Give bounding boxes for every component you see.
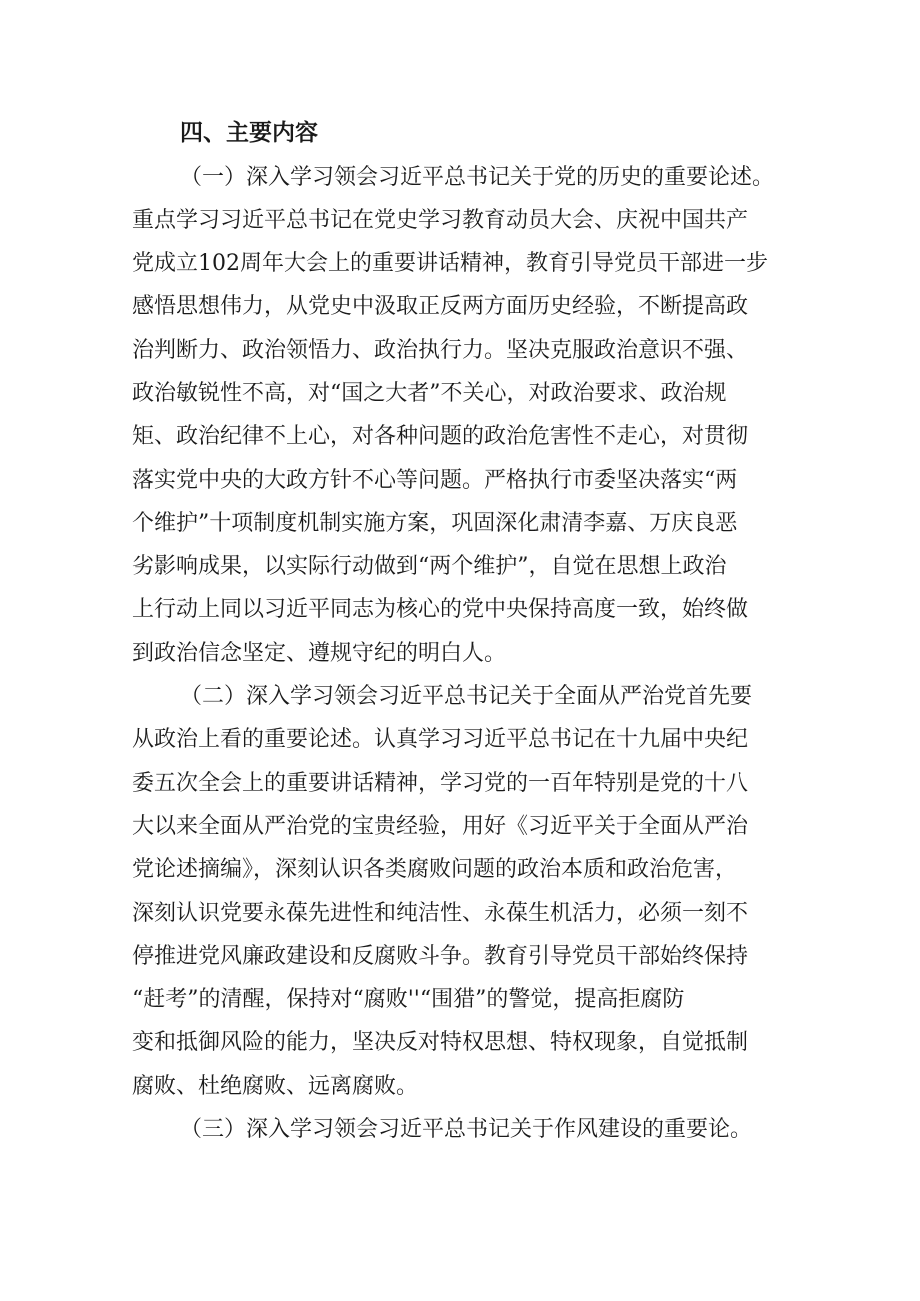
paragraph-2-line: 委五次全会上的重要讲话精神，学习党的一百年特别是党的十八: [132, 771, 749, 796]
paragraph-1-line: 感悟思想伟力，从党史中汲取正反两方面历史经验，不断提高政: [132, 294, 749, 319]
paragraph-1-line: 重点学习习近平总书记在党史学习教育动员大会、庆祝中国共产: [132, 208, 749, 233]
paragraph-2-line: 变和抵御风险的能力，坚决反对特权思想、特权现象，自觉抵制: [132, 1030, 749, 1055]
paragraph-1-line: 到政治信念坚定、遵规守纪的明白人。: [132, 641, 507, 666]
section-heading: 四、主要内容: [180, 120, 318, 146]
paragraph-2-line: 大以来全面从严治党的宝贵经验，用好《习近平关于全面从严治: [132, 814, 749, 839]
paragraph-2-line: 腐败、杜绝腐败、远离腐败。: [132, 1074, 419, 1099]
paragraph-1-line: 上行动上同以习近平同志为核心的党中央保持高度一致，始终做: [132, 597, 749, 622]
paragraph-1-line: 落实党中央的大政方针不心等问题。严格执行市委坚决落实“两: [132, 468, 738, 493]
paragraph-2-line: 深刻认识党要永葆先进性和纯洁性、永葆生机活力，必须一刻不: [132, 901, 749, 926]
paragraph-2-line: 党论述摘编》，深刻认识各类腐败问题的政治本质和政治危害，: [132, 857, 738, 882]
paragraph-2-line: （二）深入学习领会习近平总书记关于全面从严治党首先要: [180, 684, 753, 709]
paragraph-2-line: “赶考”的清醒，保持对“腐败''“围猎”的警觉，提高拒腐防: [132, 987, 685, 1012]
paragraph-1-line: 政治敏锐性不高，对“国之大者”不关心，对政治要求、政治规: [132, 381, 727, 406]
paragraph-1-line: 劣影响成果，以实际行动做到“两个维护”，自觉在思想上政治: [132, 554, 727, 579]
paragraph-1-line: （一）深入学习领会习近平总书记关于党的历史的重要论述。: [180, 165, 775, 190]
paragraph-3-line: （三）深入学习领会习近平总书记关于作风建设的重要论。: [180, 1117, 753, 1142]
paragraph-2-line: 从政治上看的重要论述。认真学习习近平总书记在十九届中央纪: [132, 727, 749, 752]
paragraph-1-line: 治判断力、政治领悟力、政治执行力。坚决克服政治意识不强、: [132, 338, 749, 363]
paragraph-1-line: 矩、政治纪律不上心，对各种问题的政治危害性不走心，对贯彻: [132, 424, 749, 449]
paragraph-1-line: 党成立102周年大会上的重要讲话精神，教育引导党员干部进一步: [132, 251, 768, 276]
paragraph-2-line: 停推进党风廉政建设和反腐败斗争。教育引导党员干部始终保持: [132, 944, 749, 969]
paragraph-1-line: 个维护”十项制度机制实施方案，巩固深化肃清李嘉、万庆良恶: [132, 511, 738, 536]
